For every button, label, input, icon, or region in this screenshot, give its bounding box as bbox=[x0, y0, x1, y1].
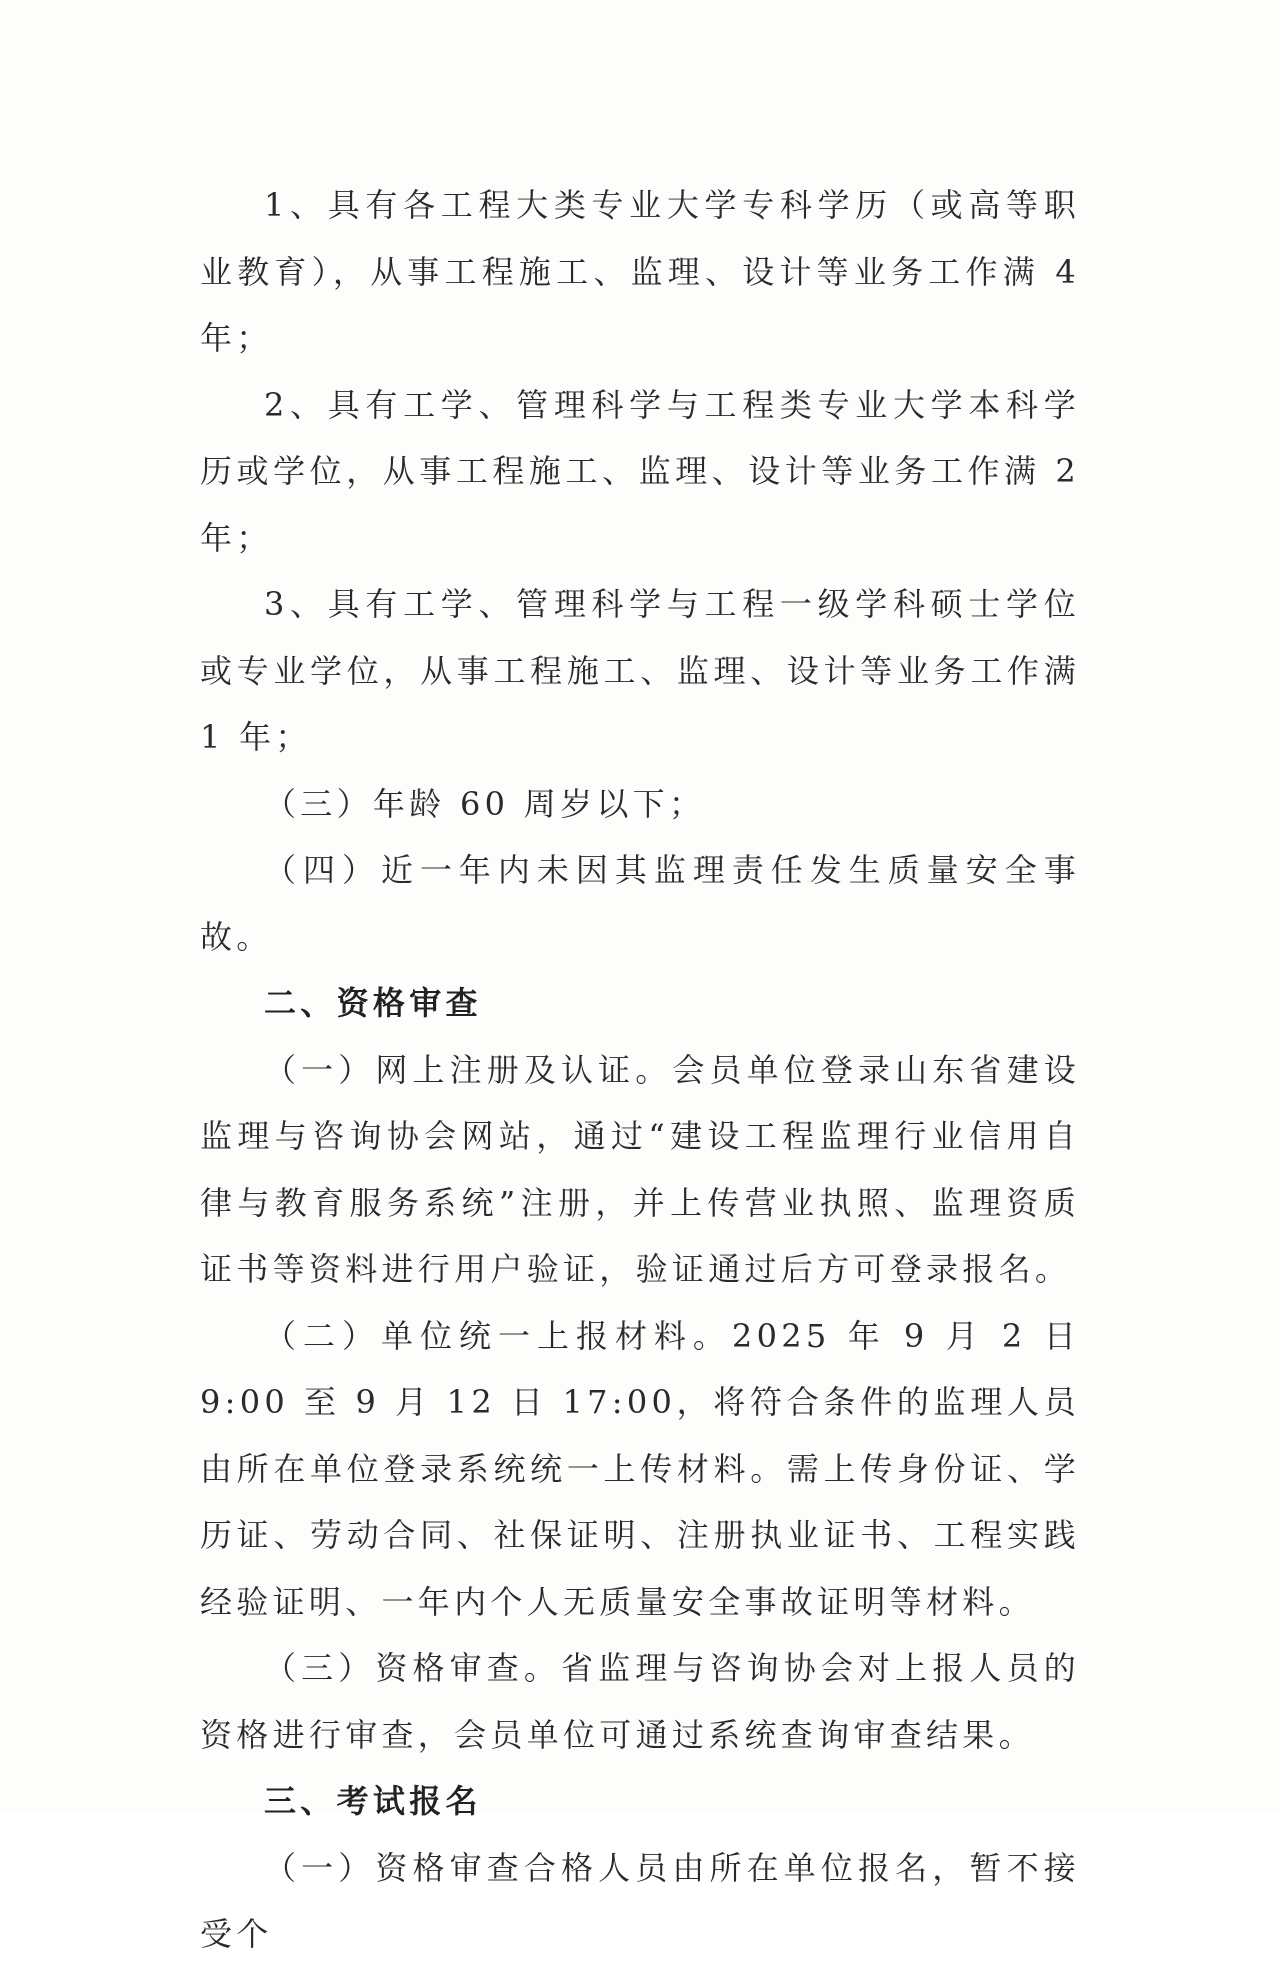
qualification-review-paragraph: （三）资格审查。省监理与咨询协会对上报人员的资格进行审查，会员单位可通过系统查询审查结果。 bbox=[200, 1649, 1080, 1754]
age-requirement: （三）年龄 60 周岁以下； bbox=[264, 784, 706, 823]
req-item-2: 2、具有工学、管理科学与工程类专业大学本科学历或学位，从事工程施工、监理、设计等业务工作满 2 年； bbox=[200, 385, 1080, 557]
unified-submission-paragraph: （二）单位统一上报材料。2025 年 9 月 2 日 9:00 至 9 月 12 日 17:00，将符合条件的监理人员由所在单位登录系统统一上传材料。需上传身份证、学历证、劳动合同、社保证明、注册执业证书、工程实践经验证明、一年内个人无质量安全事故证明等材料。 bbox=[200, 1316, 1080, 1621]
req-item-3: 3、具有工学、管理科学与工程一级学科硕士学位或专业学位，从事工程施工、监理、设计等业务工作满 1 年； bbox=[200, 585, 1080, 756]
online-registration-paragraph: （一）网上注册及认证。会员单位登录山东省建设监理与咨询协会网站，通过“建设工程监理行业信用自律与教育服务系统”注册，并上传营业执照、监理资质证书等资料进行用户验证，验证通过后方可登录报名。 bbox=[200, 1050, 1080, 1288]
safety-requirement: （四）近一年内未因其监理责任发生质量安全事故。 bbox=[200, 851, 1080, 956]
req-item-1: 1、具有各工程大类专业大学专科学历（或高等职业教育），从事工程施工、监理、设计等业务工作满 4 年； bbox=[200, 186, 1080, 357]
section-heading-exam-registration: 三、考试报名 bbox=[264, 1782, 482, 1820]
section-heading-qualification-review: 二、资格审查 bbox=[264, 984, 482, 1022]
exam-registration-paragraph: （一）资格审查合格人员由所在单位报名，暂不接受个 bbox=[200, 1848, 1080, 1953]
document-body bbox=[200, 172, 1080, 1968]
